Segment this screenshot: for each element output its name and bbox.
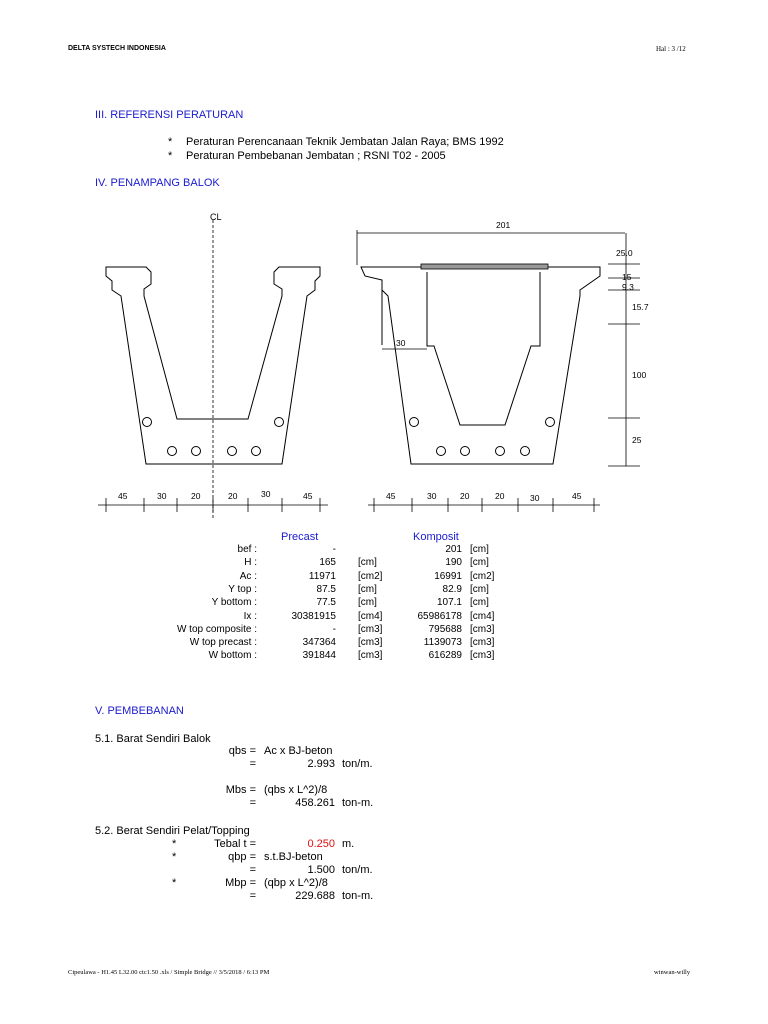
qbs-eq: = xyxy=(249,758,256,770)
beam-cross-section-drawing xyxy=(0,200,768,520)
mbp-value: 229.688 xyxy=(295,890,335,902)
dim-15: 15 xyxy=(622,272,632,282)
prop-komposit-unit: [cm3] xyxy=(470,650,495,661)
prop-komposit-value: 201 xyxy=(445,544,462,555)
prop-komposit-value: 16991 xyxy=(434,571,462,582)
prop-komposit-value: 1139073 xyxy=(423,637,462,648)
mbs-value: 458.261 xyxy=(295,797,335,809)
right-dim-3: 20 xyxy=(460,491,470,501)
cl-label: CL xyxy=(210,212,222,222)
prop-label: Y bottom : xyxy=(211,597,257,608)
qbs-value: 2.993 xyxy=(307,758,335,770)
prop-precast-value: 30381915 xyxy=(291,611,336,622)
sub-5-2-title: 5.2. Berat Sendiri Pelat/Topping xyxy=(95,825,250,837)
left-dim-2: 30 xyxy=(157,491,167,501)
col-komposit-header: Komposit xyxy=(413,531,459,543)
qbp-formula: s.t.BJ-beton xyxy=(264,851,323,863)
prop-label: Ac : xyxy=(239,571,257,582)
section-3-title: III. REFERENSI PERATURAN xyxy=(95,109,244,121)
footer-file-info: Cipeulawa - H1.45 L32.00 ctc1.50 .xls / Simple Bridge // 3/5/2018 / 6:13 PM xyxy=(68,969,270,976)
dim-15-7: 15.7 xyxy=(632,302,649,312)
prop-precast-unit: [cm4] xyxy=(358,611,383,622)
dim-25: 25 xyxy=(632,435,642,445)
prop-komposit-unit: [cm3] xyxy=(470,624,495,635)
prop-komposit-unit: [cm4] xyxy=(470,611,495,622)
dim-9-3: 9.3 xyxy=(622,282,634,292)
mbp-formula: (qbp x L^2)/8 xyxy=(264,877,328,889)
prop-precast-value: 11971 xyxy=(308,571,336,582)
mbp-lhs: Mbp = xyxy=(225,877,256,889)
prop-komposit-unit: [cm] xyxy=(470,597,489,608)
page-number: Hal : 3 /12 xyxy=(656,45,686,53)
right-dim-4: 20 xyxy=(495,491,505,501)
mbs-eq: = xyxy=(249,797,256,809)
prop-precast-unit: [cm] xyxy=(358,584,377,595)
composite-strand-holes xyxy=(410,418,555,456)
mbp-eq: = xyxy=(249,890,256,902)
right-dim-5: 30 xyxy=(530,493,540,503)
qbs-lhs: qbs = xyxy=(228,745,256,757)
dim-100: 100 xyxy=(632,370,647,380)
prop-komposit-unit: [cm2] xyxy=(470,571,495,582)
prop-label: H : xyxy=(244,557,257,568)
bullet-2: * xyxy=(168,150,173,162)
dim-25-0: 25.0 xyxy=(616,248,633,258)
prop-precast-value: - xyxy=(332,624,336,635)
prop-komposit-value: 795688 xyxy=(428,624,462,635)
prop-label: W bottom : xyxy=(208,650,257,661)
prop-komposit-value: 616289 xyxy=(428,650,462,661)
section-5-title: V. PEMBEBANAN xyxy=(95,705,184,717)
prop-komposit-unit: [cm] xyxy=(470,544,489,555)
prop-komposit-unit: [cm] xyxy=(470,557,489,568)
tebal-value: 0.250 xyxy=(307,838,335,850)
top-width-dimension xyxy=(357,230,625,265)
footer-author: winwan-willy xyxy=(654,969,691,976)
composite-deck-slab xyxy=(421,264,548,269)
company-name: DELTA SYSTECH INDONESIA xyxy=(68,45,166,52)
prop-komposit-unit: [cm3] xyxy=(470,637,495,648)
right-dim-2: 30 xyxy=(427,491,437,501)
haunch-label: 30 xyxy=(396,338,406,348)
prop-precast-value: 391844 xyxy=(302,650,336,661)
prop-komposit-value: 190 xyxy=(445,557,462,568)
bullet-1: * xyxy=(168,136,173,148)
prop-precast-unit: [cm] xyxy=(358,557,377,568)
prop-komposit-value: 82.9 xyxy=(442,584,462,595)
qbs-unit: ton/m. xyxy=(342,758,373,770)
prop-precast-unit: [cm3] xyxy=(358,650,383,661)
prop-komposit-unit: [cm] xyxy=(470,584,489,595)
bullet-tebal: * xyxy=(172,838,177,850)
prop-precast-value: 165 xyxy=(319,557,336,568)
left-dim-5: 30 xyxy=(261,489,271,499)
prop-label: W top precast : xyxy=(189,637,257,648)
prop-komposit-value: 65986178 xyxy=(417,611,462,622)
qbp-value: 1.500 xyxy=(307,864,335,876)
top-width-label: 201 xyxy=(496,220,511,230)
tebal-lhs: Tebal t = xyxy=(214,838,256,850)
left-dim-4: 20 xyxy=(228,491,238,501)
mbs-lhs: Mbs = xyxy=(225,784,256,796)
prop-label: Ix : xyxy=(243,611,257,622)
prop-precast-unit: [cm3] xyxy=(358,624,383,635)
prop-precast-value: - xyxy=(332,544,336,555)
qbs-formula: Ac x BJ-beton xyxy=(264,745,333,757)
sub-5-1-title: 5.1. Barat Sendiri Balok xyxy=(95,733,211,745)
qbp-unit: ton/m. xyxy=(342,864,373,876)
mbs-unit: ton-m. xyxy=(342,797,374,809)
section-4-title: IV. PENAMPANG BALOK xyxy=(95,177,220,189)
vertical-dimensions xyxy=(608,233,640,466)
right-bottom-dimension xyxy=(368,498,600,512)
prop-label: bef : xyxy=(237,544,257,555)
prop-precast-value: 87.5 xyxy=(316,584,336,595)
bullet-mbp: * xyxy=(172,877,177,889)
prop-precast-value: 77.5 xyxy=(316,597,336,608)
prop-precast-unit: [cm2] xyxy=(358,571,383,582)
tebal-unit: m. xyxy=(342,838,355,850)
prop-precast-unit: [cm3] xyxy=(358,637,383,648)
qbp-eq: = xyxy=(249,864,256,876)
qbp-lhs: qbp = xyxy=(228,851,256,863)
composite-beam-section xyxy=(361,267,600,464)
reference-item-2: Peraturan Pembebanan Jembatan ; RSNI T02 - 2005 xyxy=(186,150,446,162)
prop-precast-value: 347364 xyxy=(302,637,336,648)
prop-label: Y top : xyxy=(228,584,257,595)
right-dim-1: 45 xyxy=(386,491,396,501)
left-bottom-dimension xyxy=(98,498,328,512)
left-dim-3: 20 xyxy=(191,491,201,501)
mbp-unit: ton-m. xyxy=(342,890,374,902)
reference-item-1: Peraturan Perencanaan Teknik Jembatan Jalan Raya; BMS 1992 xyxy=(186,136,504,148)
prop-label: W top composite : xyxy=(176,624,257,635)
mbs-formula: (qbs x L^2)/8 xyxy=(264,784,328,796)
right-dim-6: 45 xyxy=(572,491,582,501)
prop-precast-unit: [cm] xyxy=(358,597,377,608)
col-precast-header: Precast xyxy=(281,531,319,543)
prop-komposit-value: 107.1 xyxy=(436,597,462,608)
bullet-qbp: * xyxy=(172,851,177,863)
left-dim-1: 45 xyxy=(118,491,128,501)
left-dim-6: 45 xyxy=(303,491,313,501)
